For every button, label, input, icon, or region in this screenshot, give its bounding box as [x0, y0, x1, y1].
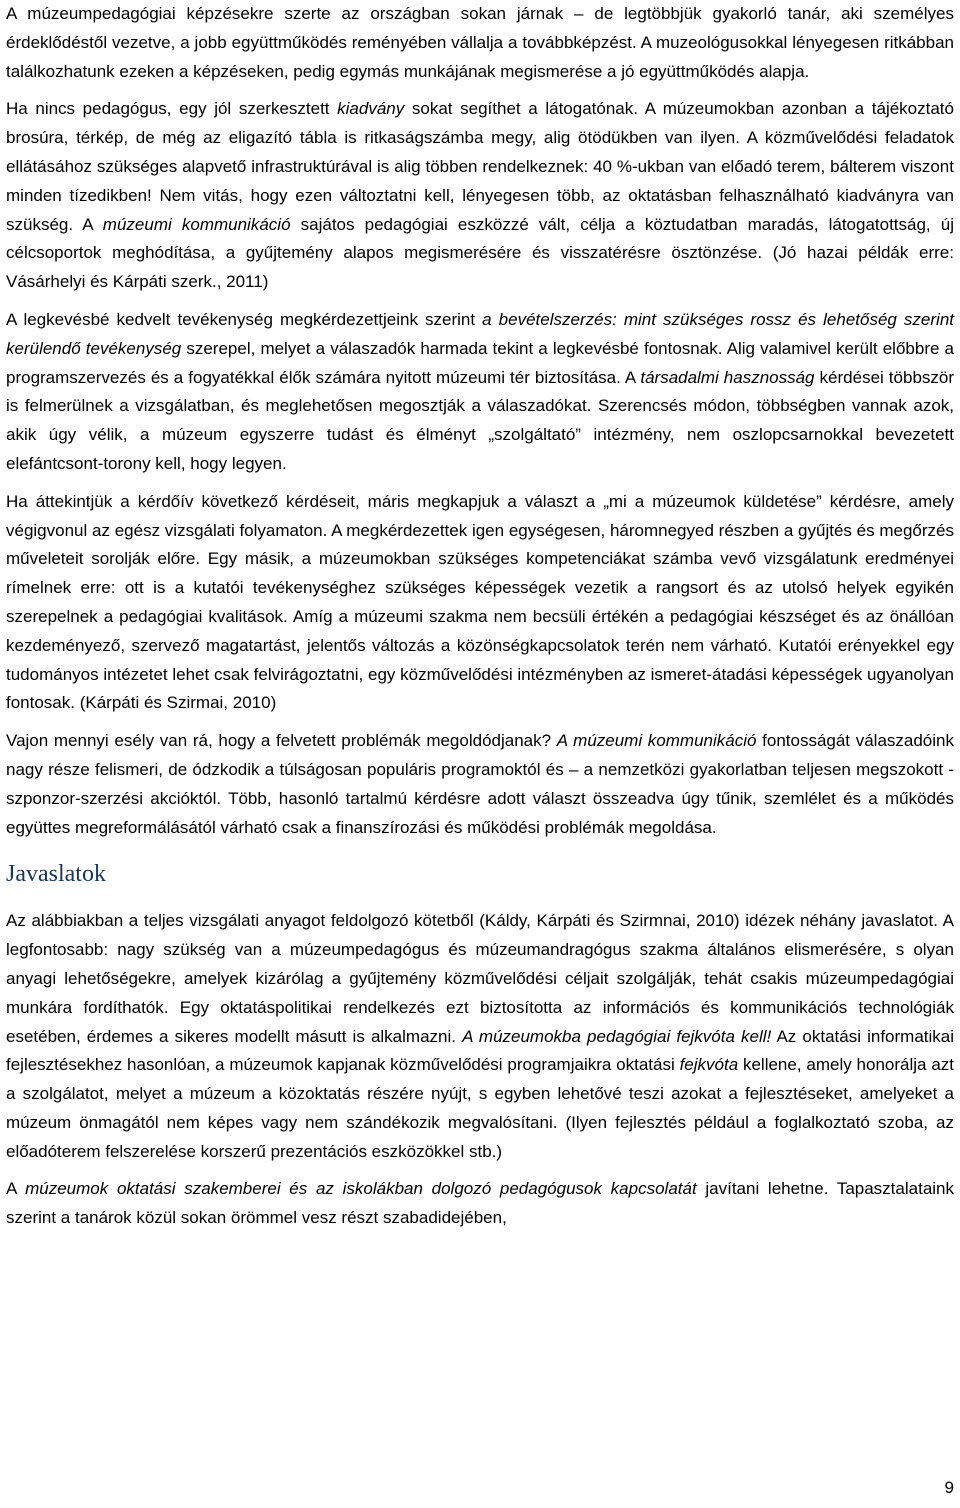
text-run: javítani lehetne. Tapasztalataink szerint a tanárok közül sokan örömmel vesz részt szabadidejében,	[6, 1179, 955, 1228]
document-page	[6, 0, 954, 1233]
text-run: kellene, amely honorálja azt a szolgálatot, melyet a múzeum a közoktatás részére nyújt, s egyben lehetővé teszi azokat a fejlesztéseket, amelyeket a múzeum önmagától nem képes vagy nem szándékozik megvalósítani. (Ilyen fejlesztés például a foglalkoztató szoba, az előadóterem felszerelése korszerű prezentációs eszközökkel stb.)	[6, 1055, 954, 1161]
text-run: A legkevésbé kedvelt tevékenység megkérdezettjeink szerint	[6, 309, 483, 329]
text-run: kérdései többször is felmerülnek a vizsgálatban, és meglehetősen megosztják a válaszadókat. Szerencsés módon, többségben vannak azok, akik úgy vélik, a múzeum egyszerre tudást és élményt „szolgáltató” intézmény, nem oszlopcsarnokkal bevezetett elefántcsont-torony kell, hogy legyen.	[6, 367, 955, 473]
paragraph	[6, 727, 954, 842]
italic-text: kiadvány	[337, 99, 405, 119]
italic-text: A múzeumokba pedagógiai fejkvóta kell!	[462, 1026, 772, 1046]
page-number: 9	[944, 1478, 954, 1497]
text-run: Az alábbiakban a teljes vizsgálati anyagot feldolgozó kötetből (Káldy, Kárpáti és Szirmnai, 2010) idézek néhány javaslatot. A legfontosabb: nagy szükség van a múzeumpedagógus és múzeumandragógus szakma általános elismerésére, s olyan anyagi lehetőségekre, amelyek kizárólag a gyűjtemény közművelődési céljait szolgálják, tehát csakis múzeumpedagógiai munkára fordíthatók. Egy oktatáspolitikai rendelkezés ezt biztosította az információs és kommunikációs technológiák esetében, érdemes a sikeres modellt másutt is alkalmazni.	[6, 911, 954, 1046]
italic-text: társadalmi hasznosság	[640, 367, 815, 387]
text-run: Vajon mennyi esély van rá, hogy a felvetett problémák megoldódjanak?	[6, 731, 557, 751]
text-run: A	[6, 1179, 26, 1199]
text-run: Ha áttekintjük a kérdőív következő kérdéseit, máris megkapjuk a választ a „mi a múzeumok küldetése” kérdésre, amely végigvonul az egész vizsgálati folyamaton. A megkérdezettek igen egységesen, háromnegyed részben a gyűjtés és megőrzés műveleteit sorolják előre. Egy másik, a múzeumokban szükséges kompetenciákat számba vevő vizsgálatunk eredményei rímelnek erre: ott is a kutatói tevékenységhez szükséges képességek vezetik a rangsort és az utolsó helyek egyikén szerepelnek a pedagógiai kvalitások. Amíg a múzeumi szakma nem becsüli értékén a pedagógiai készséget és az önállóan kezdeményező, szervező magatartást, jelentős változás a közönségkapcsolatok terén nem várható. Kutatói erényekkel egy tudományos intézetet lehet csak felvirágoztatni, egy közművelődési intézményben az ismeret-átadási képességek ugyanolyan fontosak. (Kárpáti és Szirmai, 2010)	[6, 491, 954, 713]
text-run: A múzeumpedagógiai képzésekre szerte az országban sokan járnak – de legtöbbjük gyakorló tanár, aki személyes érdeklődéstől vezetve, a jobb együttműködés reményében vállalja a továbbképzést. A muzeológusokkal lényegesen ritkábban találkozhatunk ezeken a képzéseken, pedig egymás munkájának megismerése a jó együttműködés alapja.	[6, 4, 954, 81]
italic-text: A múzeumi kommunikáció	[556, 731, 757, 751]
italic-text: fejkvóta	[679, 1055, 739, 1075]
paragraph	[6, 488, 954, 718]
text-run: Ha nincs pedagógus, egy jól szerkesztett	[6, 99, 338, 119]
paragraph	[6, 907, 954, 1166]
body-text-after	[6, 907, 954, 1233]
paragraph	[6, 1175, 954, 1233]
text-run: szerepel, melyet a válaszadók harmada tekint a legkevésbé fontosnak. Alig valamivel került előbbre a programszervezés és a fogyatékkal élők számára nyitott múzeumi tér biztosítása. A	[6, 338, 954, 387]
text-run: fontosságát válaszadóink nagy része felismeri, de ódzkodik a túlságosan populáris programoktól és – a nemzetközi gyakorlatban teljesen megszokott - szponzor-szerzési akcióktól. Több, hasonló tartalmú kérdésre adott választ összeadva úgy tűnik, szemlélet és a működés együttes megreformálásától várható csak a finanszírozási és működési problémák megoldása.	[6, 731, 954, 837]
section-heading: Javaslatok	[6, 861, 106, 888]
paragraph	[6, 0, 954, 86]
italic-text: múzeumi kommunikáció	[102, 214, 291, 234]
paragraph	[6, 306, 954, 479]
text-run: Az oktatási informatikai fejlesztésekhez hasonlóan, a múzeumok kapjanak közművelődési programjaikra oktatási	[6, 1026, 954, 1075]
text-run: sokat segíthet a látogatónak. A múzeumokban azonban a tájékoztató brosúra, térkép, de még az eligazító tábla is ritkaságszámba megy, alig ötödükben van ilyen. A közművelődési feladatok ellátásához szükséges alapvető infrastruktúrával is alig többen rendelkeznek: 40 %-ukban van előadó terem, bálterem viszont minden tízedikben! Nem vitás, hogy ezen változtatni kell, lényegesen több, az oktatásban felhasználható kiadványra van szükség. A	[6, 99, 954, 234]
body-text-before	[6, 0, 954, 842]
paragraph	[6, 95, 954, 297]
text-run: sajátos pedagógiai eszközzé vált, célja a köztudatban maradás, látogatottság, új célcsoportok meghódítása, a gyűjtemény alapos megismerésére és visszatérésre ösztönzése. (Jó hazai példák erre: Vásárhelyi és Kárpáti szerk., 2011)	[6, 214, 955, 292]
italic-text: múzeumok oktatási szakemberei és az iskolákban dolgozó pedagógusok kapcsolatát	[25, 1179, 697, 1199]
italic-text: a bevételszerzés: mint szükséges rossz és lehetőség szerint kerülendő tevékenység	[6, 309, 954, 358]
